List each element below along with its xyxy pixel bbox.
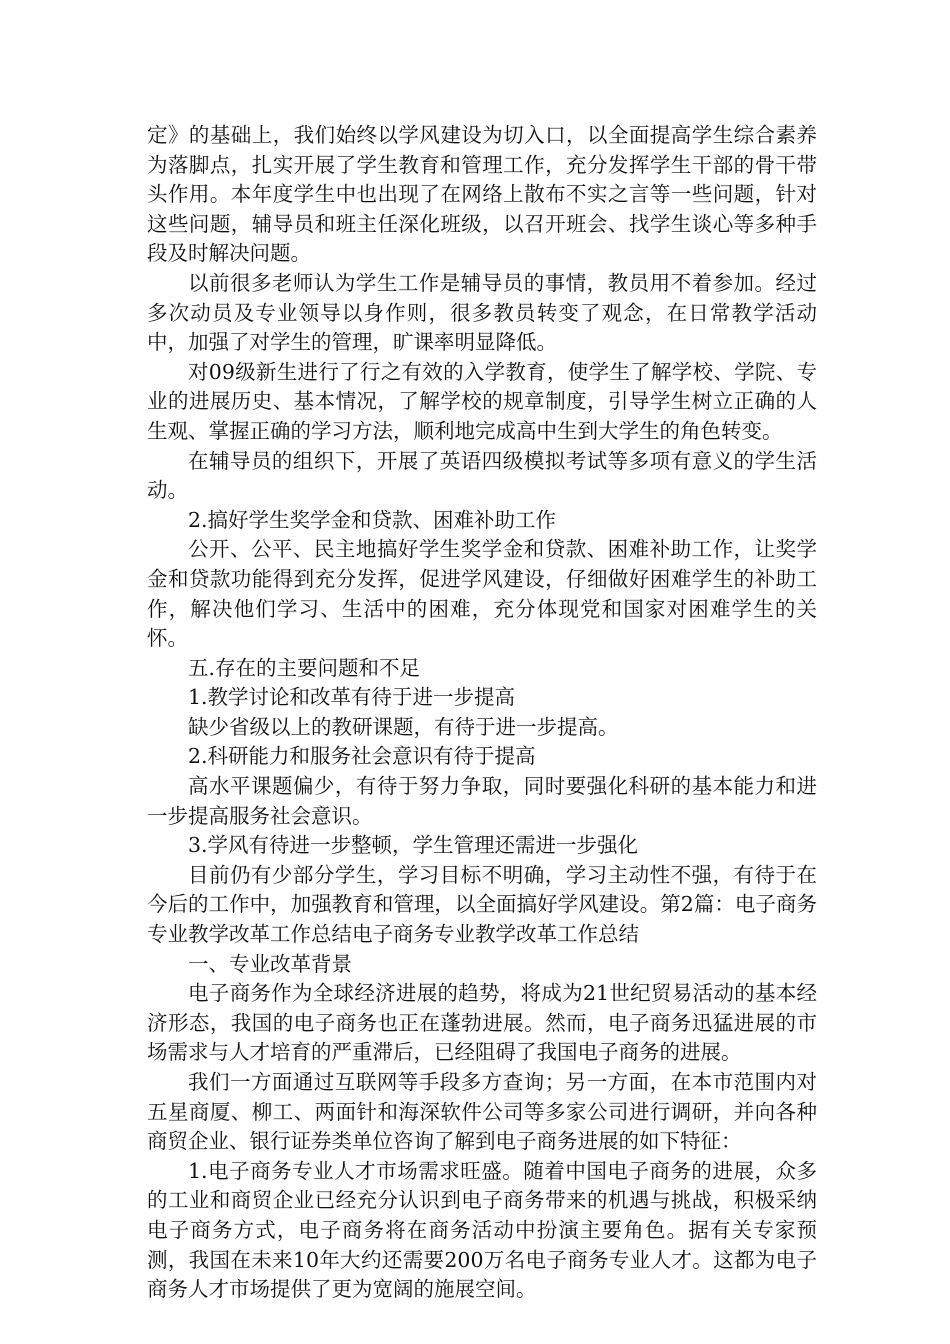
document-body bbox=[147, 121, 817, 1305]
section-heading: 2.科研能力和服务社会意识有待于提高 bbox=[188, 744, 536, 769]
paragraph: 对09级新生进行了行之有效的入学教育，使学生了解学校、学院、专业的进展历史、基本情况，了解学校的规章制度，引导学生树立正确的人生观、掌握正确的学习方法，顺利地完成高中生到大学生的角色转变。 bbox=[147, 359, 817, 443]
paragraph: 缺少省级以上的教研课题，有待于进一步提高。 bbox=[188, 714, 619, 739]
paragraph: 公开、公平、民主地搞好学生奖学金和贷款、困难补助工作，让奖学金和贷款功能得到充分发挥，促进学风建设，仔细做好困难学生的补助工作，解决他们学习、生活中的困难，充分体现党和国家对困难学生的关怀。 bbox=[147, 537, 817, 651]
paragraph: 高水平课题偏少，有待于努力争取，同时要强化科研的基本能力和进一步提高服务社会意识。 bbox=[147, 774, 817, 828]
section-heading: 2.搞好学生奖学金和贷款、困难补助工作 bbox=[188, 507, 557, 532]
section-heading: 一、专业改革背景 bbox=[188, 951, 352, 976]
paragraph: 定》的基础上，我们始终以学风建设为切入口，以全面提高学生综合素养为落脚点，扎实开展了学生教育和管理工作，充分发挥学生干部的骨干带头作用。本年度学生中也出现了在网络上散布不实之言等一些问题，针对这些问题，辅导员和班主任深化班级，以召开班会、找学生谈心等多种手段及时解决问题。 bbox=[147, 123, 817, 266]
paragraph: 我们一方面通过互联网等手段多方查询；另一方面，在本市范围内对五星商厦、柳工、两面针和海深软件公司等多家公司进行调研，并向各种商贸企业、银行证券类单位咨询了解到电子商务进展的如下特征： bbox=[147, 1070, 817, 1154]
paragraph: 在辅导员的组织下，开展了英语四级模拟考试等多项有意义的学生活动。 bbox=[147, 448, 817, 503]
paragraph: 1.电子商务专业人才市场需求旺盛。随着中国电子商务的进展，众多的工业和商贸企业已经充分认识到电子商务带来的机遇与挑战，积极采纳电子商务方式，电子商务将在商务活动中扮演主要角色。据有关专家预测，我国在未来10年大约还需要200万名电子商务专业人才。这都为电子商务人才市场提供了更为宽阔的施展空间。 bbox=[147, 1158, 817, 1302]
paragraph: 以前很多老师认为学生工作是辅导员的事情，教员用不着参加。经过多次动员及专业领导以身作则，很多教员转变了观念，在日常教学活动中，加强了对学生的管理，旷课率明显降低。 bbox=[147, 270, 817, 355]
paragraph: 电子商务作为全球经济进展的趋势，将成为21世纪贸易活动的基本经济形态，我国的电子商务也正在蓬勃进展。然而，电子商务迅猛进展的市场需求与人才培育的严重滞后，已经阻碍了我国电子商务的进展。 bbox=[147, 981, 817, 1065]
section-heading: 1.教学讨论和改革有待于进一步提高 bbox=[188, 685, 516, 710]
section-heading: 3.学风有待进一步整顿，学生管理还需进一步强化 bbox=[188, 833, 639, 858]
section-heading: 五.存在的主要问题和不足 bbox=[188, 655, 421, 680]
paragraph: 目前仍有少部分学生，学习目标不明确，学习主动性不强，有待于在今后的工作中，加强教育和管理，以全面搞好学风建设。第2篇：电子商务专业教学改革工作总结电子商务专业教学改革工作总结 bbox=[147, 862, 817, 947]
